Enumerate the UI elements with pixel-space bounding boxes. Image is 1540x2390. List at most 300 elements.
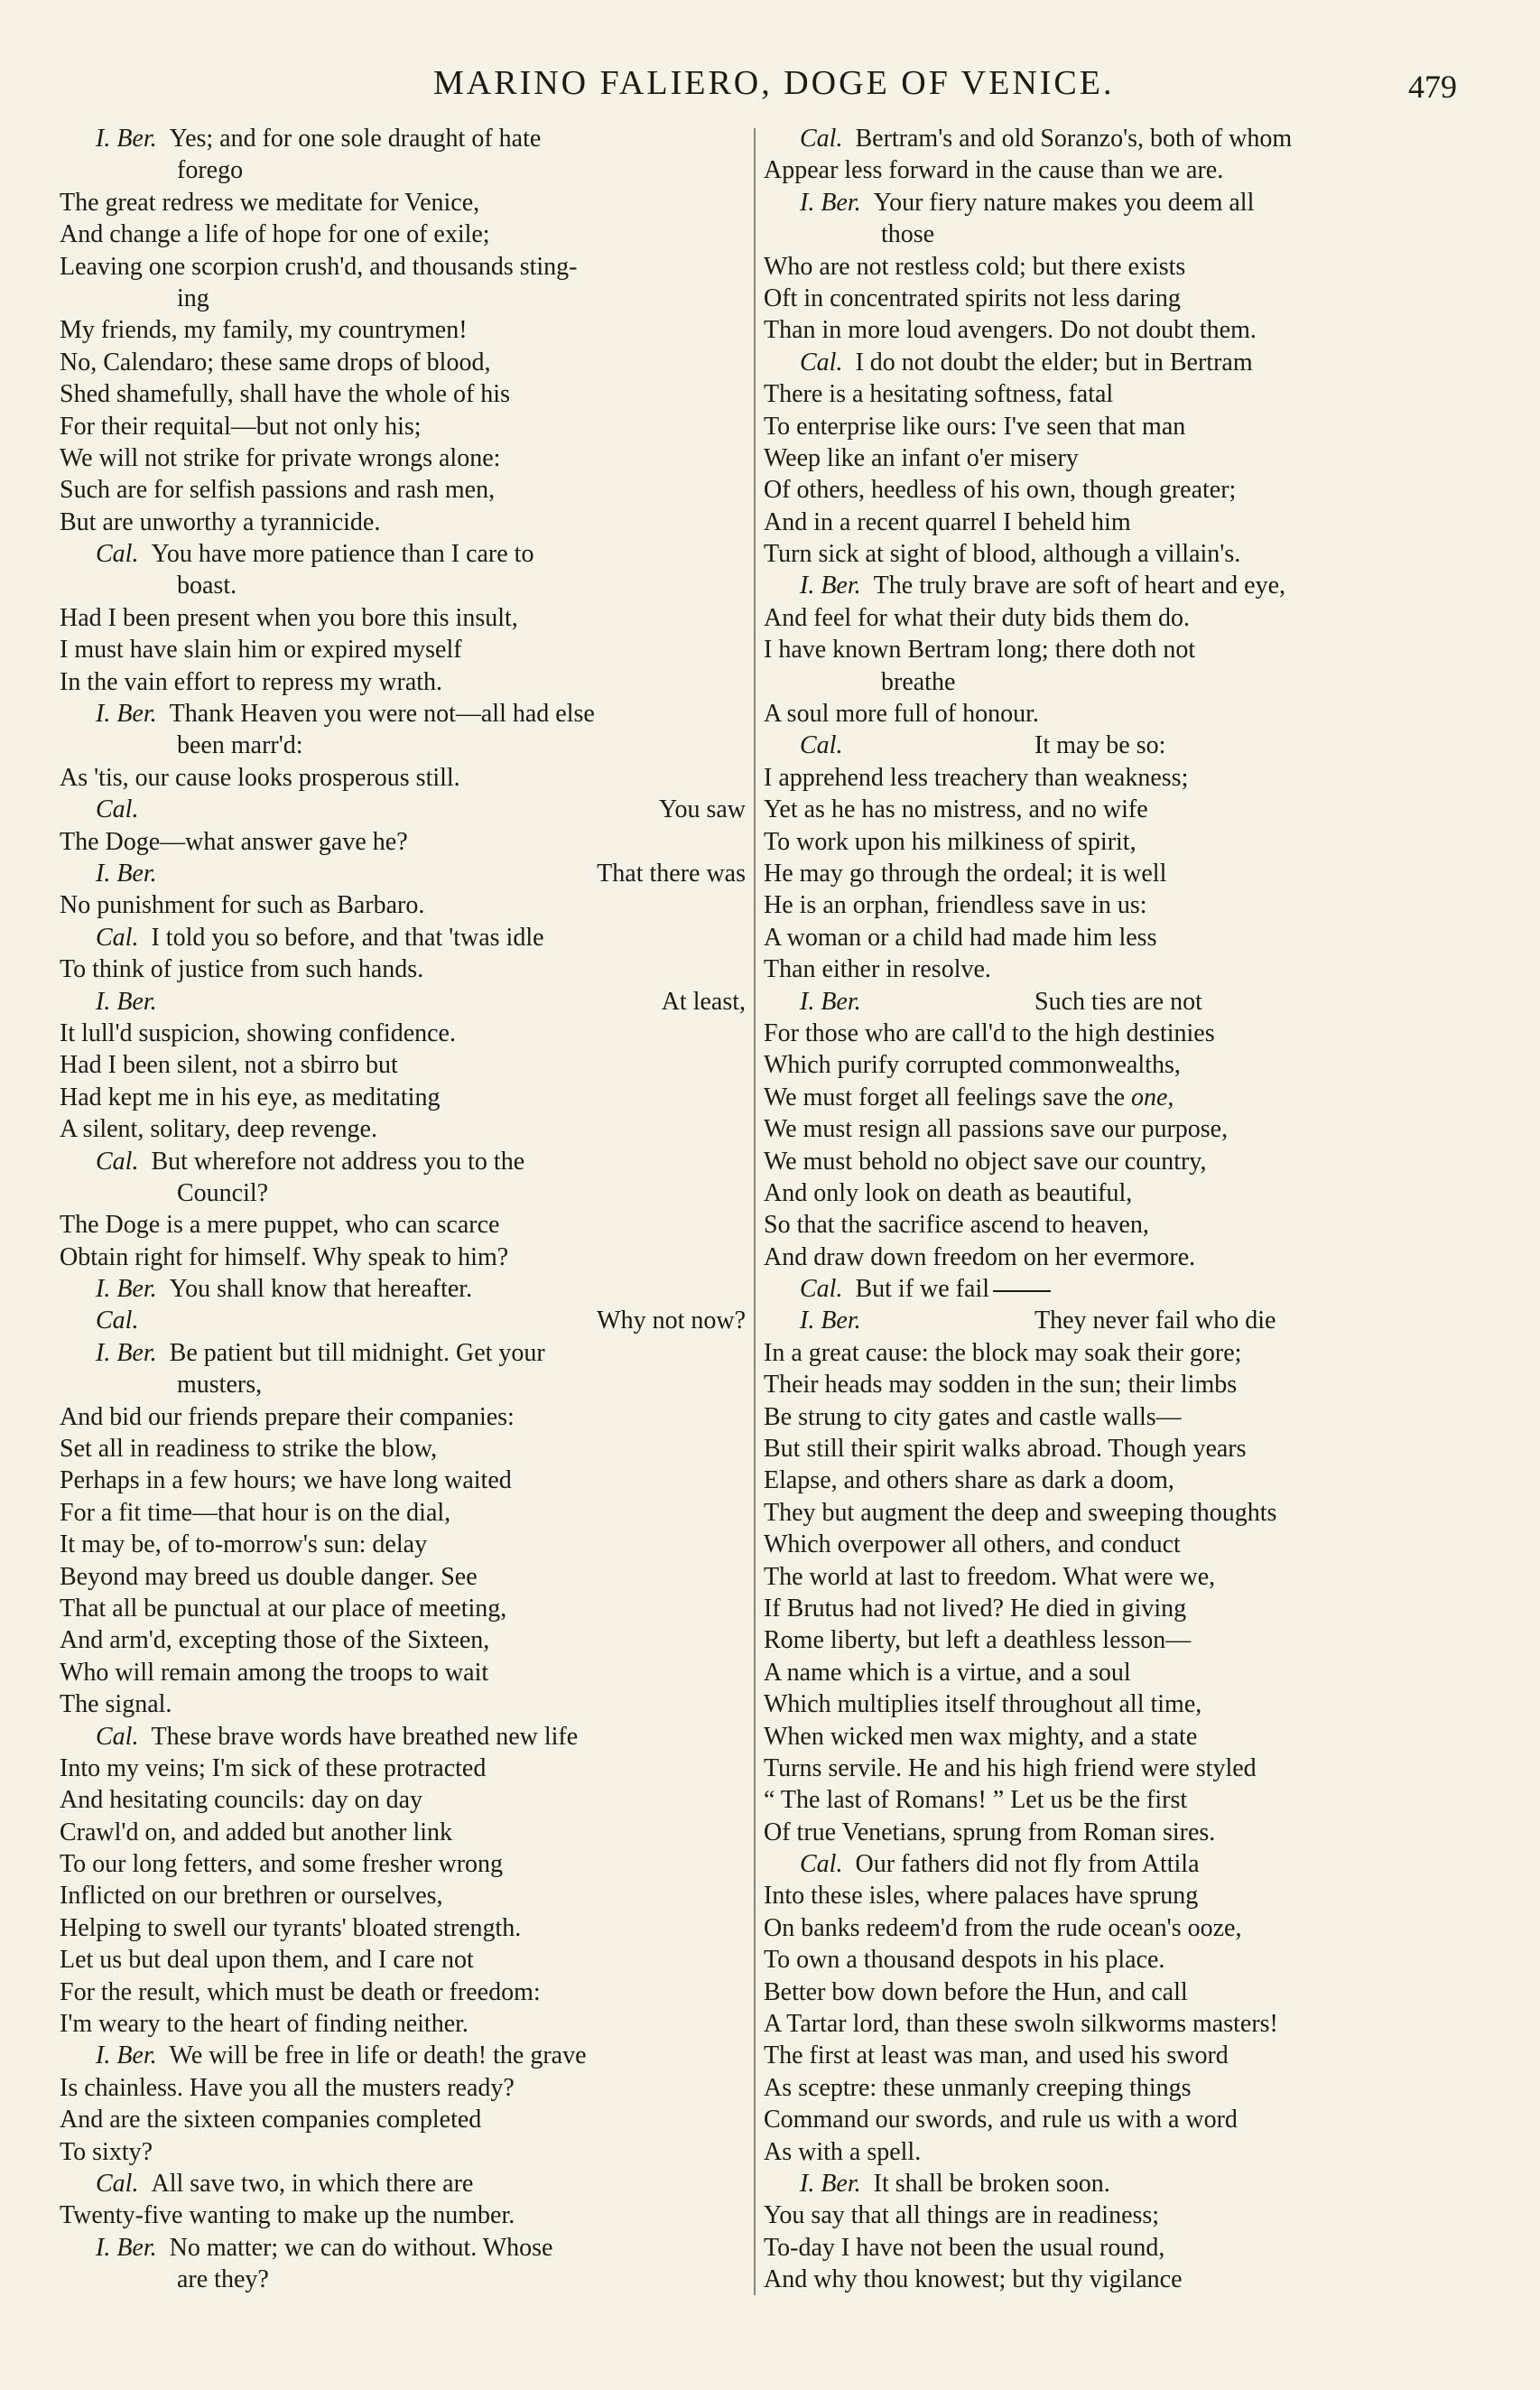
line-text: I told you so before, and that 'twas idle [151,923,544,952]
line-text: They but augment the deep and sweeping thoughts [764,1498,1277,1527]
verse-line [60,1848,746,1880]
speaker-name: Cal. [800,125,843,153]
line-text: We must resign all passions save our purpose, [764,1115,1229,1144]
line-text: Of true Venetians, sprung from Roman sires. [764,1818,1216,1846]
verse-line [60,1529,746,1560]
line-text: Which purify corrupted commonwealths, [764,1051,1181,1080]
line-text: ing [177,284,209,312]
verse-line [60,219,746,250]
speech-line [60,1305,746,1336]
line-text: We must forget all feelings save the [764,1083,1125,1111]
speech-line [764,2168,1452,2199]
verse-line [60,1401,746,1433]
verse-line [60,442,746,474]
line-text: But if we fail [855,1275,989,1304]
line-text: It may be, of to-morrow's sun: delay [60,1530,428,1559]
verse-line [60,2136,746,2168]
speech-line [60,698,746,730]
verse-line [60,1369,746,1400]
speaker-name: Cal. [96,1147,139,1176]
line-text: Shed shamefully, shall have the whole of his [60,380,510,409]
line-text: That all be punctual at our place of meeting, [60,1594,507,1623]
verse-line [60,347,746,378]
line-text: Than either in resolve. [764,955,991,984]
verse-line [764,1688,1452,1720]
line-text: For those who are call'd to the high destinies [764,1018,1215,1047]
verse-line [60,1465,746,1496]
line-text: And bid our friends prepare their companies: [60,1402,515,1431]
line-text: Our fathers did not fly from Attila [855,1850,1200,1879]
line-text: To think of justice from such hands. [60,955,424,984]
running-header [0,56,1540,110]
verse-line [60,666,746,698]
verse-line [60,1753,746,1784]
line-text: And in a recent quarrel I beheld him [764,507,1131,536]
verse-line [764,538,1452,570]
line-text: Council? [177,1178,269,1207]
verse-line [60,1912,746,1944]
half-line-text: At least, [661,987,746,1016]
line-text: To our long fetters, and some fresher wrong [60,1850,504,1879]
line-text: For a fit time—that hour is on the dial, [60,1498,451,1527]
speech-line [60,1721,746,1753]
line-text: In a great cause: the block may soak their gore; [764,1338,1242,1367]
line-text: Set all in readiness to strike the blow, [60,1435,438,1464]
line-text: been marr'd: [177,731,303,760]
speech-line [60,2168,746,2199]
verse-line [764,1817,1452,1848]
speaker-name: Cal. [96,795,139,824]
line-text: Be strung to city gates and castle walls— [764,1402,1182,1431]
speaker-name: Cal. [96,2170,139,2198]
speech-line [60,986,746,1018]
line-text: As 'tis, our cause looks prosperous still. [60,763,460,792]
line-text: Elapse, and others share as dark a doom, [764,1466,1174,1495]
speaker-name: I. Ber. [96,859,157,888]
line-text: Is chainless. Have you all the musters ready? [60,2073,515,2102]
line-text: So that the sacrifice ascend to heaven, [764,1211,1149,1240]
line-text: Yet as he has no mistress, and no wife [764,795,1148,824]
half-line-text: They never fail who die [1034,1307,1276,1335]
verse-line [60,762,746,794]
line-text: Rome liberty, but left a deathless lesson— [764,1626,1192,1655]
line-text: And change a life of hope for one of exile; [60,220,490,249]
line-text: Appear less forward in the cause than we are. [764,156,1224,185]
verse-line [60,1241,746,1273]
line-text: Inflicted on our brethren or ourselves, [60,1882,443,1911]
speaker-name: Cal. [800,731,843,760]
verse-line [764,762,1452,794]
line-text: Who will remain among the troops to wait [60,1658,489,1687]
speaker-name: I. Ber. [800,2170,861,2198]
verse-line [60,1976,746,2008]
speaker-name: Cal. [800,1850,843,1879]
verse-line [764,1049,1452,1081]
line-text: Beyond may breed us double danger. See [60,1562,478,1591]
verse-line [60,187,746,219]
line-text: Obtain right for himself. Why speak to him? [60,1242,509,1271]
speaker-name: I. Ber. [96,700,157,729]
verse-line [764,2072,1452,2104]
line-text: musters, [177,1371,263,1400]
line-text: A woman or a child had made him less [764,923,1157,952]
speech-line [60,2040,746,2071]
verse-line [764,378,1452,410]
verse-line [764,1912,1452,1944]
line-text: To enterprise like ours: I've seen that man [764,412,1186,441]
verse-line [764,507,1452,538]
verse-line [60,634,746,665]
running-title: MARINO FALIERO, DOGE OF VENICE. [433,64,1115,102]
verse-line [60,2264,746,2295]
line-text: You say that all things are in readiness; [764,2201,1160,2230]
line-text: The Doge is a mere puppet, who can scarce [60,1211,500,1240]
verse-line [60,1082,746,1113]
line-text: The first at least was man, and used his sword [764,2041,1229,2070]
line-text: Had I been silent, not a sbirro but [60,1051,398,1080]
speech-line [60,858,746,889]
verse-line [764,953,1452,985]
verse-line [764,314,1452,346]
half-line-text: You saw [659,795,746,824]
line-text: Helping to swell our tyrants' bloated strength. [60,1913,522,1942]
speaker-name: Cal. [800,1275,843,1304]
speech-line [60,2232,746,2264]
verse-line [60,1817,746,1848]
verse-line [764,474,1452,506]
line-text: To work upon his milkiness of spirit, [764,827,1136,856]
half-line-text: Why not now? [597,1307,746,1335]
verse-line [764,1753,1452,1784]
line-text: A silent, solitary, deep revenge. [60,1115,377,1144]
speech-line [764,1305,1452,1336]
line-text: And arm'd, excepting those of the Sixteen, [60,1626,490,1655]
verse-line [764,219,1452,250]
speech-line [764,730,1452,761]
speaker-name: I. Ber. [800,987,861,1016]
verse-line [764,1337,1452,1369]
verse-line [60,1209,746,1241]
verse-line [764,1593,1452,1624]
speaker-name: Cal. [96,1722,139,1751]
verse-line [764,1113,1452,1145]
verse-line [764,2232,1452,2264]
line-text: To-day I have not been the usual round, [764,2233,1165,2262]
line-text: Their heads may sodden in the sun; their limbs [764,1371,1238,1400]
verse-line [60,602,746,634]
stressed-word: one, [1131,1083,1174,1111]
line-text: And are the sixteen companies completed [60,2106,482,2134]
line-text: Than in more loud avengers. Do not doubt them. [764,316,1257,345]
line-text: But wherefore not address you to the [151,1147,525,1176]
verse-line [764,1944,1452,1976]
verse-line [764,2264,1452,2295]
line-text: Better bow down before the Hun, and call [764,1977,1188,2006]
verse-line [764,1146,1452,1177]
verse-line [764,1018,1452,1049]
line-text: He may go through the ordeal; it is well [764,859,1167,888]
line-text: Let us but deal upon them, and I care not [60,1946,474,1975]
speech-line [764,570,1452,601]
speaker-name: I. Ber. [96,2233,157,2262]
line-text: Thank Heaven you were not—all had else [169,700,595,729]
line-text: It shall be broken soon. [873,2170,1110,2198]
verse-line [60,1784,746,1816]
verse-line [764,1369,1452,1400]
speaker-name: I. Ber. [800,1307,861,1335]
speaker-name: I. Ber. [800,188,861,217]
verse-line [764,2008,1452,2040]
speaker-name: Cal. [800,348,843,377]
speech-line [60,794,746,825]
line-text: But still their spirit walks abroad. Though years [764,1435,1247,1464]
verse-line [60,1593,746,1624]
line-text: Of others, heedless of his own, though greater; [764,476,1237,505]
line-text: I apprehend less treachery than weakness; [764,763,1189,792]
line-text: Crawl'd on, and added but another link [60,1818,453,1846]
verse-line [764,1177,1452,1209]
verse-line [60,2072,746,2104]
verse-line [764,2199,1452,2231]
verse-line [60,1944,746,1976]
line-text: Which overpower all others, and conduct [764,1530,1181,1559]
line-text: Twenty-five wanting to make up the number. [60,2201,515,2230]
line-text: Command our swords, and rule us with a word [764,2106,1238,2134]
verse-line [764,858,1452,889]
line-text: Who are not restless cold; but there exists [764,252,1186,281]
line-text: boast. [177,572,237,600]
verse-line [764,794,1452,825]
verse-line [60,283,746,314]
speech-line [764,986,1452,1018]
verse-line [764,602,1452,634]
verse-line [60,570,746,601]
line-text: For their requital—but not only his; [60,412,422,441]
verse-line [60,1049,746,1081]
speaker-name: I. Ber. [96,2041,157,2070]
line-text: Your fiery nature makes you deem all [873,188,1255,217]
speech-line [60,1273,746,1305]
line-text: Be patient but till midnight. Get your [169,1338,545,1367]
verse-line [60,251,746,283]
verse-line [60,1880,746,1911]
line-text: I must have slain him or expired myself [60,636,462,665]
verse-line [764,251,1452,283]
verse-line [60,1113,746,1145]
verse-line [60,1624,746,1656]
verse-line [764,2040,1452,2071]
line-text: Turn sick at sight of blood, although a villain's. [764,540,1241,569]
line-text: those [881,220,935,249]
speaker-name: I. Ber. [96,125,157,153]
speech-line [60,123,746,154]
line-text: Into these isles, where palaces have sprung [764,1882,1199,1911]
verse-line [60,1433,746,1465]
verse-line [60,1561,746,1593]
line-text: We will not strike for private wrongs alone: [60,443,501,472]
speech-line [764,347,1452,378]
line-text: A name which is a virtue, and a soul [764,1658,1131,1687]
verse-line [764,1657,1452,1688]
line-text: And hesitating councils: day on day [60,1786,423,1815]
verse-line [764,1976,1452,2008]
line-text: And only look on death as beautiful, [764,1178,1133,1207]
speech-line [764,187,1452,219]
line-text: Leaving one scorpion crush'd, and thousands sting- [60,252,578,281]
verse-line [764,1082,1452,1113]
verse-line [60,2008,746,2040]
line-text: For the result, which must be death or freedom: [60,1977,541,2006]
line-text: And draw down freedom on her evermore. [764,1242,1196,1271]
verse-line [60,474,746,506]
verse-line [764,1465,1452,1496]
column-divider [754,128,756,2295]
line-text: These brave words have breathed new life [151,1722,579,1751]
line-text: Yes; and for one sole draught of hate [169,125,542,153]
verse-line [60,314,746,346]
speaker-name: I. Ber. [96,1275,157,1304]
line-text: The great redress we meditate for Venice, [60,188,480,217]
line-text: I have known Bertram long; there doth not [764,636,1196,665]
line-text: “ The last of Romans! ” Let us be the first [764,1786,1188,1815]
verse-line [60,1657,746,1688]
line-text: Had I been present when you bore this insult, [60,603,518,632]
line-text: breathe [881,667,956,696]
line-text: But are unworthy a tyrannicide. [60,507,381,536]
verse-line [764,634,1452,665]
line-text: No matter; we can do without. Whose [169,2233,553,2262]
speaker-name: I. Ber. [800,572,861,600]
line-text: are they? [177,2265,269,2294]
line-text: To own a thousand despots in his place. [764,1946,1165,1975]
left-column [60,123,746,2296]
verse-line [60,730,746,761]
line-text: No, Calendaro; these same drops of blood, [60,348,491,377]
line-text: To sixty? [60,2137,153,2166]
verse-line [60,953,746,985]
verse-line [764,922,1452,953]
line-text: You have more patience than I care to [151,540,534,569]
line-text: Perhaps in a few hours; we have long waited [60,1466,512,1495]
verse-line [764,1529,1452,1560]
verse-line [60,1177,746,1209]
line-text: We will be free in life or death! the grave [169,2041,587,2070]
verse-line [60,889,746,921]
speaker-name: Cal. [96,923,139,952]
verse-line [60,2104,746,2135]
right-column [764,123,1452,2296]
line-text: Such are for selfish passions and rash men, [60,476,496,505]
line-text: I do not doubt the elder; but in Bertram [855,348,1253,377]
speech-line [60,1146,746,1177]
line-text: In the vain effort to repress my wrath. [60,667,443,696]
line-text: You shall know that hereafter. [169,1275,473,1304]
page-number: 479 [1408,69,1457,105]
verse-line [764,1497,1452,1529]
verse-line [764,1624,1452,1656]
line-text: No punishment for such as Barbaro. [60,891,425,920]
verse-line [764,1241,1452,1273]
half-line-text: That there was [597,859,746,888]
verse-line [60,826,746,858]
line-text: I'm weary to the heart of finding neither. [60,2010,468,2039]
line-text: Which multiplies itself throughout all time, [764,1690,1202,1719]
line-text: A soul more full of honour. [764,700,1039,729]
verse-line [60,411,746,442]
line-text: Had kept me in his eye, as meditating [60,1083,441,1111]
verse-line [764,411,1452,442]
line-text: As sceptre: these unmanly creeping things [764,2073,1192,2102]
line-text: Turns servile. He and his high friend were styled [764,1753,1257,1782]
line-text: My friends, my family, my countrymen! [60,316,468,345]
verse-line [764,826,1452,858]
line-text: The Doge—what answer gave he? [60,827,408,856]
em-dash-rule [993,1290,1051,1292]
speech-line [60,922,746,953]
speech-line [764,1273,1452,1305]
verse-line [60,154,746,186]
half-line-text: Such ties are not [1034,987,1202,1016]
line-text: On banks redeem'd from the rude ocean's ooze, [764,1913,1242,1942]
speaker-name: I. Ber. [96,987,157,1016]
line-text: forego [177,156,244,185]
verse-line [764,283,1452,314]
line-text: When wicked men wax mighty, and a state [764,1722,1198,1751]
line-text: If Brutus had not lived? He died in giving [764,1594,1187,1623]
verse-line [60,1497,746,1529]
line-text: Oft in concentrated spirits not less daring [764,284,1181,312]
speaker-name: Cal. [96,1307,139,1335]
verse-line [764,2136,1452,2168]
verse-line [764,1209,1452,1241]
verse-line [764,1880,1452,1911]
line-text: Weep like an infant o'er misery [764,443,1079,472]
speech-line [764,1848,1452,1880]
verse-line [764,666,1452,698]
verse-line [764,1401,1452,1433]
line-text: The signal. [60,1690,172,1719]
line-text: As with a spell. [764,2137,922,2166]
verse-line [60,378,746,410]
line-text: The truly brave are soft of heart and eye, [873,572,1285,600]
verse-line [764,2104,1452,2135]
line-text: And feel for what their duty bids them do. [764,603,1191,632]
verse-line [60,1018,746,1049]
half-line-text: It may be so: [1034,731,1166,760]
line-text: We must behold no object save our country, [764,1147,1207,1176]
verse-line [60,2199,746,2231]
verse-line [764,1433,1452,1465]
line-text: He is an orphan, friendless save in us: [764,891,1147,920]
line-text: It lull'd suspicion, showing confidence. [60,1018,456,1047]
speech-line [60,538,746,570]
verse-line [60,1688,746,1720]
verse-line [764,154,1452,186]
verse-line [764,442,1452,474]
line-text: Bertram's and old Soranzo's, both of whom [855,125,1293,153]
line-text: Into my veins; I'm sick of these protracted [60,1753,487,1782]
speaker-name: I. Ber. [96,1338,157,1367]
line-text: There is a hesitating softness, fatal [764,380,1114,409]
verse-line [764,1721,1452,1753]
verse-line [764,1561,1452,1593]
speech-line [60,1337,746,1369]
verse-line [764,698,1452,730]
line-text: And why thou knowest; but thy vigilance [764,2265,1183,2294]
line-text: The world at last to freedom. What were we, [764,1562,1216,1591]
verse-line [764,889,1452,921]
speaker-name: Cal. [96,540,139,569]
